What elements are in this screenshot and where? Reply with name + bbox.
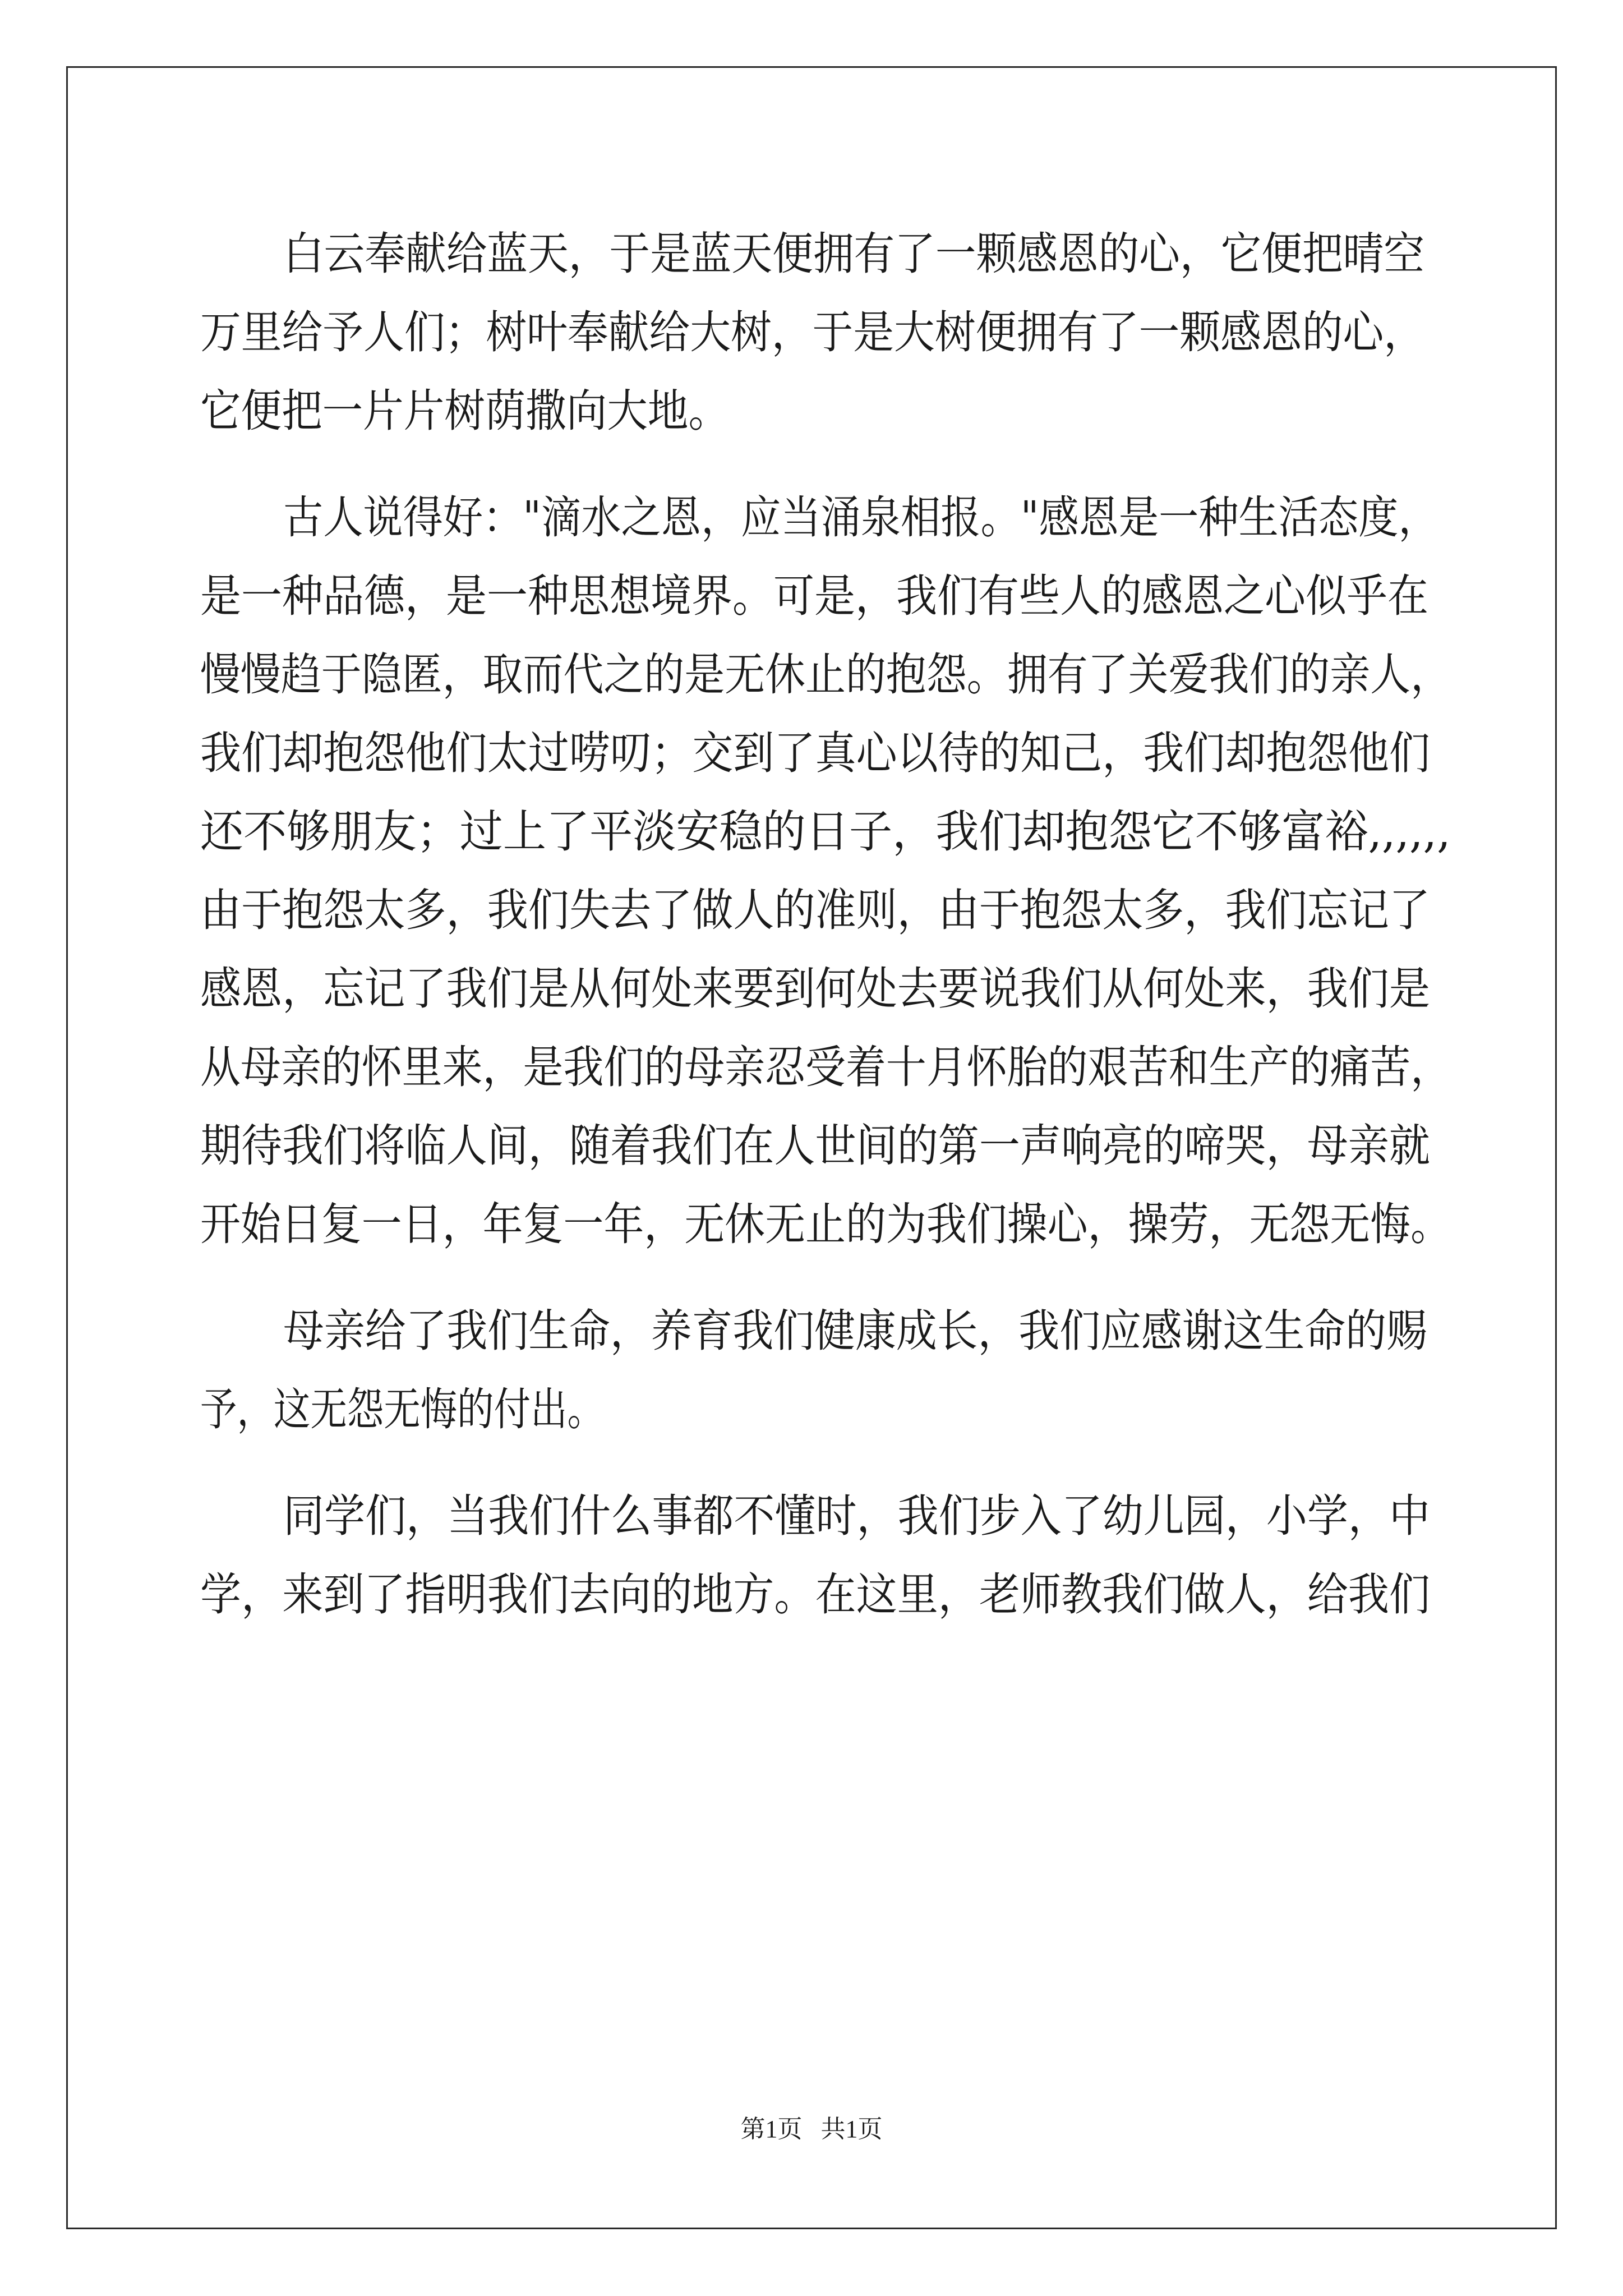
text-line: 由于抱怨太多，我们失去了做人的准则，由于抱怨太多，我们忘记了 [200,884,1430,936]
text-line: 万里给予人们；树叶奉献给大树，于是大树便拥有了一颗感恩的心， [200,306,1424,358]
text-line: 从母亲的怀里来，是我们的母亲忍受着十月怀胎的艰苦和生产的痛苦， [200,1041,1451,1093]
text-line: 母亲给了我们生命，养育我们健康成长，我们应感谢这生命的赐 [283,1305,1427,1357]
text-line: 白云奉献给蓝天，于是蓝天便拥有了一颗感恩的心，它便把晴空 [283,228,1424,280]
text-line: 学，来到了指明我们去向的地方。在这里，老师教我们做人，给我们 [200,1568,1430,1621]
text-line: 慢慢趋于隐匿，取而代之的是无休止的抱怨。拥有了关爱我们的亲人， [200,648,1451,701]
text-line: 感恩，忘记了我们是从何处来要到何处去要说我们从何处来，我们是 [200,963,1430,1015]
text-line: 期待我们将临人间，随着我们在人世间的第一声响亮的啼哭，母亲就 [200,1120,1430,1172]
page-footer: 第1页 共1页 [740,2115,883,2143]
text-line: 予，这无怨无悔的付出。 [200,1383,604,1435]
text-line: 它便把一片片树荫撒向大地。 [200,385,729,437]
text-line: 开始日复一日，年复一年，无休无止的为我们操心，操劳，无怨无悔。 [200,1198,1451,1250]
text-line: 古人说得好："滴水之恩，应当涌泉相报。"感恩是一种生活态度， [283,491,1438,544]
text-line: 我们却抱怨他们太过唠叨；交到了真心以待的知己，我们却抱怨他们 [200,727,1430,779]
text-line: 同学们，当我们什么事都不懂时，我们步入了幼儿园，小学，中 [283,1490,1430,1542]
text-line: 还不够朋友；过上了平淡安稳的日子，我们却抱怨它不够富裕,,,,,, [200,806,1451,858]
text-line: 是一种品德，是一种思想境界。可是，我们有些人的感恩之心似乎在 [200,570,1428,622]
